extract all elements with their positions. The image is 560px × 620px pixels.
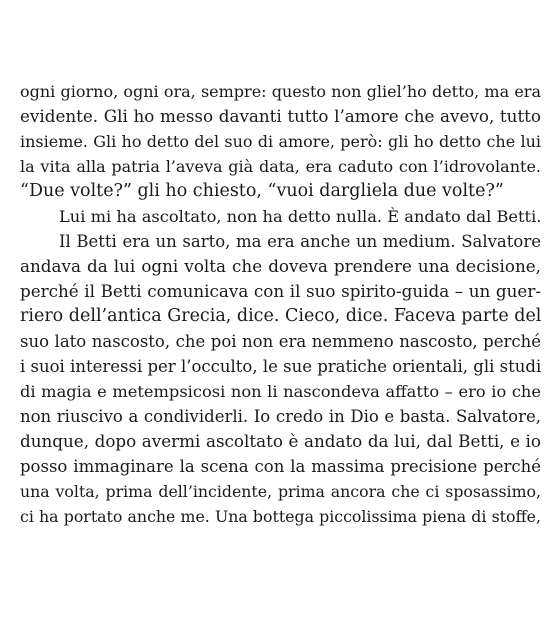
text-line-17: una volta, prima dell’incidente, prima ancora che ci sposassimo, bbox=[20, 482, 541, 501]
text-line-14: non riuscivo a condividerli. Io credo in Dio e basta. Salvatore, bbox=[20, 407, 541, 426]
text-line-11: suo lato nascosto, che poi non era nemmeno nascosto, perché bbox=[20, 332, 541, 351]
text-line-3: insieme. Gli ho detto del suo di amore, però: gli ho detto che lui bbox=[20, 132, 541, 151]
text-line-9: perché il Betti comunicava con il suo spirito-guida – un guer- bbox=[20, 281, 541, 301]
text-line-7: Il Betti era un sarto, ma era anche un medium. Salvatore bbox=[59, 232, 541, 251]
text-line-6: Lui mi ha ascoltato, non ha detto nulla. È andato dal Betti. bbox=[59, 207, 541, 226]
text-line-10: riero dell’antica Grecia, dice. Cieco, dice. Faceva parte del bbox=[20, 306, 541, 326]
text-line-12: i suoi interessi per l’occulto, le sue pratiche orientali, gli studi bbox=[20, 357, 541, 376]
text-line-5: “Due volte?” gli ho chiesto, “vuoi dargliela due volte?” bbox=[20, 181, 504, 201]
text-line-13: di magia e metempsicosi non li nascondeva affatto – ero io che bbox=[20, 382, 541, 401]
text-line-2: evidente. Gli ho messo davanti tutto l’amore che avevo, tutto bbox=[20, 106, 541, 126]
text-line-16: posso immaginare la scena con la massima precisione perché bbox=[20, 457, 541, 476]
text-line-18: ci ha portato anche me. Una bottega piccolissima piena di stoffe, bbox=[20, 507, 541, 526]
text-line-1: ogni giorno, ogni ora, sempre: questo non gliel’ho detto, ma era bbox=[20, 82, 541, 101]
text-line-8: andava da lui ogni volta che doveva prendere una decisione, bbox=[20, 256, 541, 276]
text-line-15: dunque, dopo avermi ascoltato è andato da lui, dal Betti, e io bbox=[20, 431, 541, 451]
text-line-4: la vita alla patria l’aveva già data, era caduto con l’idrovolante. bbox=[20, 157, 541, 176]
page-text bbox=[20, 79, 541, 529]
